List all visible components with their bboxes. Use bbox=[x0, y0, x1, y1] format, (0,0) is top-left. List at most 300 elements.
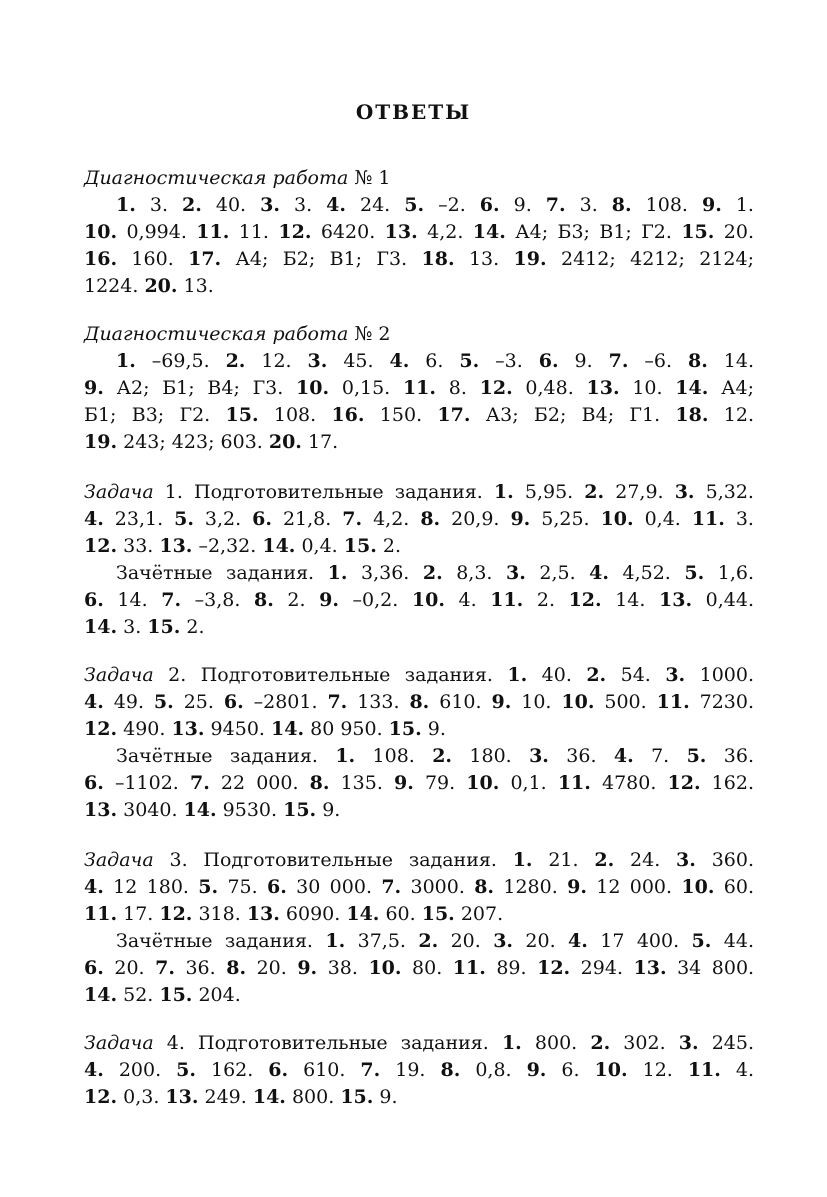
answer-text: 49. bbox=[103, 691, 154, 713]
answer-text: 0,15. bbox=[329, 377, 403, 399]
answer-number: 2. bbox=[432, 745, 453, 767]
answer-text: 243; 423; 603. bbox=[117, 431, 269, 453]
text-line bbox=[84, 716, 754, 743]
answer-number: 1. bbox=[507, 664, 528, 686]
answer-text: 3. Подготовительные задания. bbox=[153, 849, 513, 871]
section-heading: Диагностическая работа bbox=[84, 167, 349, 189]
answer-number: 17. bbox=[188, 248, 222, 270]
text-line bbox=[84, 874, 754, 901]
text-line bbox=[84, 901, 754, 928]
answer-text: 3. bbox=[279, 194, 327, 216]
answer-number: 14. bbox=[675, 377, 709, 399]
answer-text: 20,9. bbox=[440, 508, 511, 530]
answer-number: 3. bbox=[493, 930, 514, 952]
answer-number: 13. bbox=[633, 957, 667, 979]
answer-text: 36. bbox=[706, 745, 754, 767]
answer-number: 1. bbox=[116, 350, 136, 372]
answer-text: 0,1. bbox=[499, 772, 558, 794]
answer-number: 11. bbox=[557, 772, 591, 794]
answer-number: 7. bbox=[327, 691, 348, 713]
answer-number: 14. bbox=[262, 535, 296, 557]
answer-text: 7230. bbox=[689, 691, 755, 713]
answer-number: 9. bbox=[394, 772, 414, 794]
answer-text: –2,32. bbox=[192, 535, 263, 557]
answer-text: 12. bbox=[245, 350, 308, 372]
answer-text: 33. bbox=[117, 535, 160, 557]
answer-number: 11. bbox=[691, 508, 725, 530]
answer-text: –3,8. bbox=[181, 589, 254, 611]
answer-number: 13. bbox=[246, 903, 280, 925]
answer-number: 13. bbox=[659, 589, 693, 611]
answer-number: 2. bbox=[590, 1032, 611, 1054]
text-line bbox=[84, 847, 754, 874]
answer-number: 6. bbox=[252, 508, 272, 530]
answer-text: 160. bbox=[117, 248, 189, 270]
answer-text: 24. bbox=[345, 194, 405, 216]
answer-number: 7. bbox=[360, 1059, 381, 1081]
answer-text: 108. bbox=[258, 404, 332, 426]
answer-text: 162. bbox=[700, 772, 754, 794]
answer-text: 360. bbox=[695, 849, 754, 871]
answer-number: 8. bbox=[440, 1059, 461, 1081]
answer-text: 0,44. bbox=[692, 589, 754, 611]
answer-text: 8. bbox=[436, 377, 480, 399]
answer-text: 207. bbox=[454, 903, 504, 925]
answer-text: 1280. bbox=[494, 876, 568, 898]
answer-number: 11. bbox=[402, 377, 436, 399]
text-line bbox=[84, 614, 754, 641]
answer-text: 52. bbox=[117, 984, 160, 1006]
answer-number: 9. bbox=[84, 377, 104, 399]
text-line bbox=[84, 402, 754, 429]
answer-number: 10. bbox=[594, 1059, 628, 1081]
answer-text: 10. bbox=[511, 691, 562, 713]
answer-text: 45. bbox=[327, 350, 390, 372]
answer-number: 12. bbox=[84, 1086, 118, 1108]
answer-number: 2. bbox=[418, 930, 439, 952]
answer-number: 14. bbox=[271, 718, 305, 740]
answer-text: 0,48. bbox=[512, 377, 587, 399]
answer-text: 20. bbox=[714, 221, 754, 243]
answer-text: 21. bbox=[532, 849, 595, 871]
answer-number: 8. bbox=[253, 589, 274, 611]
answer-text: 3040. bbox=[117, 799, 184, 821]
answer-text: 9. bbox=[373, 1086, 398, 1108]
answer-text: 2. bbox=[273, 589, 320, 611]
answer-number: 3. bbox=[676, 849, 696, 871]
text-line bbox=[84, 321, 754, 348]
answer-number: 9. bbox=[319, 589, 339, 611]
answer-text: –2. bbox=[424, 194, 480, 216]
answer-number: 9. bbox=[526, 1059, 547, 1081]
answer-number: 7. bbox=[155, 957, 175, 979]
answer-text: 13. bbox=[454, 248, 514, 270]
answer-number: 18. bbox=[421, 248, 455, 270]
answer-text: 27,9. bbox=[604, 481, 675, 503]
text-line bbox=[84, 587, 754, 614]
text-line bbox=[84, 375, 754, 402]
answer-number: 4. bbox=[389, 350, 410, 372]
answer-text: 162. bbox=[195, 1059, 269, 1081]
text-line bbox=[84, 506, 754, 533]
answer-text: 6. bbox=[409, 350, 460, 372]
answer-number: 12. bbox=[278, 221, 312, 243]
answer-number: 4. bbox=[589, 562, 609, 584]
answer-number: 6. bbox=[84, 589, 104, 611]
answer-number: 9. bbox=[510, 508, 531, 530]
answer-text: 24. bbox=[614, 849, 677, 871]
text-line bbox=[84, 770, 754, 797]
text-line bbox=[84, 797, 754, 824]
answer-number: 1. bbox=[325, 930, 346, 952]
answer-number: 11. bbox=[84, 903, 118, 925]
answer-text: –3. bbox=[479, 350, 539, 372]
answer-number: 7. bbox=[189, 772, 210, 794]
answer-number: 2. bbox=[182, 194, 202, 216]
answer-text: 2. bbox=[523, 589, 569, 611]
answer-number: 8. bbox=[226, 957, 247, 979]
answer-text: –0,2. bbox=[338, 589, 412, 611]
answer-number: 8. bbox=[687, 350, 708, 372]
text-line bbox=[84, 219, 754, 246]
answer-text: 60. bbox=[379, 903, 422, 925]
answer-text: Зачётные задания. bbox=[116, 930, 326, 952]
answer-text: 12 000. bbox=[586, 876, 682, 898]
answer-number: 14. bbox=[346, 903, 380, 925]
answer-number: 10. bbox=[466, 772, 500, 794]
section-heading: Задача bbox=[84, 481, 154, 503]
answer-number: 10. bbox=[411, 589, 445, 611]
answer-number: 15. bbox=[225, 404, 259, 426]
answer-number: 10. bbox=[296, 377, 330, 399]
answer-text: 0,3. bbox=[117, 1086, 166, 1108]
answer-text: 610. bbox=[429, 691, 492, 713]
answer-number: 13. bbox=[84, 799, 118, 821]
answer-text: 6420. bbox=[311, 221, 385, 243]
answer-number: 13. bbox=[165, 1086, 199, 1108]
answer-number: 6. bbox=[267, 876, 287, 898]
answer-number: 6. bbox=[84, 772, 104, 794]
answer-text: 12. bbox=[627, 1059, 688, 1081]
answer-text: 4. bbox=[720, 1059, 755, 1081]
answer-text: –6. bbox=[628, 350, 688, 372]
answer-text: 500. bbox=[594, 691, 657, 713]
answer-text: 17 400. bbox=[587, 930, 692, 952]
answer-number: 2. bbox=[586, 664, 607, 686]
answer-number: 10. bbox=[561, 691, 595, 713]
answer-number: 12. bbox=[84, 718, 118, 740]
text-line bbox=[84, 689, 754, 716]
answer-number: 4. bbox=[84, 876, 104, 898]
answer-number: 13. bbox=[171, 718, 205, 740]
answer-text: 0,994. bbox=[117, 221, 197, 243]
text-line bbox=[84, 1030, 754, 1057]
answer-text: 12 180. bbox=[103, 876, 199, 898]
answer-number: 5. bbox=[459, 350, 480, 372]
answer-number: 2. bbox=[422, 562, 443, 584]
section-heading: Задача bbox=[84, 849, 154, 871]
answer-text: 610. bbox=[288, 1059, 361, 1081]
answer-number: 4. bbox=[326, 194, 346, 216]
answer-number: 19. bbox=[513, 248, 547, 270]
answer-text: 4,2. bbox=[417, 221, 473, 243]
answer-text: 3. bbox=[565, 194, 612, 216]
answer-text: 20. bbox=[246, 957, 298, 979]
answer-text: 133. bbox=[347, 691, 410, 713]
answer-text: –2801. bbox=[243, 691, 328, 713]
answer-number: 6. bbox=[84, 957, 104, 979]
answer-text: 89. bbox=[485, 957, 538, 979]
answer-number: 7. bbox=[381, 876, 402, 898]
answer-text: 6. bbox=[546, 1059, 595, 1081]
answer-number: 4. bbox=[84, 1059, 104, 1081]
answer-number: 7. bbox=[608, 350, 629, 372]
answer-text: А4; Б3; В1; Г2. bbox=[505, 221, 682, 243]
answer-number: 1. bbox=[493, 481, 514, 503]
answer-text: 180. bbox=[452, 745, 530, 767]
text-line bbox=[84, 662, 754, 689]
answer-text: 800. bbox=[285, 1086, 341, 1108]
answer-number: 13. bbox=[159, 535, 193, 557]
answer-text: 80 950. bbox=[304, 718, 389, 740]
answer-number: 3. bbox=[678, 1032, 699, 1054]
answer-number: 1. bbox=[501, 1032, 522, 1054]
answer-text: 302. bbox=[610, 1032, 679, 1054]
answer-number: 5. bbox=[686, 745, 707, 767]
answer-text: 25. bbox=[173, 691, 224, 713]
answer-text: 9450. bbox=[204, 718, 271, 740]
answer-text: А4; Б2; В1; Г3. bbox=[221, 248, 422, 270]
answer-number: 3. bbox=[307, 350, 328, 372]
answer-number: 18. bbox=[675, 404, 709, 426]
answer-text: 245. bbox=[698, 1032, 754, 1054]
answer-number: 11. bbox=[452, 957, 486, 979]
answer-number: 10. bbox=[681, 876, 715, 898]
answer-text: 4. Подготовительные задания. bbox=[153, 1032, 502, 1054]
answer-number: 14. bbox=[84, 984, 118, 1006]
answer-number: 1. bbox=[335, 745, 356, 767]
answer-text: 80. bbox=[401, 957, 453, 979]
answer-text: 9. bbox=[421, 718, 446, 740]
answer-number: 4. bbox=[613, 745, 634, 767]
answer-text: 14. bbox=[707, 350, 754, 372]
answer-text: 4,2. bbox=[362, 508, 421, 530]
answer-number: 15. bbox=[159, 984, 193, 1006]
answer-text: 60. bbox=[714, 876, 754, 898]
answer-number: 20. bbox=[268, 431, 302, 453]
answer-text: 0,4. bbox=[295, 535, 344, 557]
answer-text: 79. bbox=[413, 772, 467, 794]
answer-number: 2. bbox=[584, 481, 605, 503]
answer-text: 11. bbox=[229, 221, 279, 243]
answer-text: 4780. bbox=[590, 772, 668, 794]
answer-number: 3. bbox=[665, 664, 686, 686]
answer-text: 318. bbox=[192, 903, 247, 925]
answer-number: 14. bbox=[252, 1086, 286, 1108]
text-line bbox=[84, 533, 754, 560]
answer-number: 12. bbox=[537, 957, 571, 979]
answer-text: 1000. bbox=[685, 664, 755, 686]
answer-number: 9. bbox=[701, 194, 722, 216]
answer-text: 1. bbox=[721, 194, 754, 216]
answer-text: 1. Подготовительные задания. bbox=[153, 481, 494, 503]
answer-number: 5. bbox=[684, 562, 705, 584]
answer-text: 14. bbox=[601, 589, 659, 611]
answer-text: –69,5. bbox=[135, 350, 226, 372]
answer-text: 200. bbox=[103, 1059, 177, 1081]
answer-text: А2; Б1; В4; Г3. bbox=[103, 377, 297, 399]
answer-number: 10. bbox=[368, 957, 402, 979]
text-line bbox=[84, 982, 754, 1009]
answer-text: 40. bbox=[201, 194, 261, 216]
answer-text: –1102. bbox=[103, 772, 190, 794]
answer-number: 6. bbox=[223, 691, 244, 713]
answer-text: Зачётные задания. bbox=[116, 562, 328, 584]
text-line bbox=[84, 429, 754, 456]
answer-number: 2. bbox=[225, 350, 246, 372]
answer-text: 37,5. bbox=[345, 930, 419, 952]
section-heading: Диагностическая работа bbox=[84, 323, 349, 345]
answer-text: 800. bbox=[521, 1032, 591, 1054]
answer-text: 38. bbox=[317, 957, 369, 979]
answer-number: 12. bbox=[568, 589, 602, 611]
answer-number: 10. bbox=[600, 508, 634, 530]
answer-number: 16. bbox=[84, 248, 118, 270]
answer-text: 4. bbox=[444, 589, 491, 611]
answer-text: № 1 bbox=[348, 167, 391, 189]
text-line bbox=[84, 273, 754, 300]
answer-text: 108. bbox=[355, 745, 433, 767]
answer-number: 1. bbox=[327, 562, 348, 584]
answer-text: 490. bbox=[117, 718, 172, 740]
answer-number: 12. bbox=[667, 772, 701, 794]
answer-text: 5,32. bbox=[694, 481, 754, 503]
answer-number: 5. bbox=[691, 930, 712, 952]
answer-text: 9. bbox=[558, 350, 609, 372]
answer-text: А4; bbox=[708, 377, 754, 399]
answer-number: 5. bbox=[174, 508, 194, 530]
answer-number: 6. bbox=[268, 1059, 289, 1081]
answer-text: 2. bbox=[376, 535, 401, 557]
answer-text: 9. bbox=[499, 194, 546, 216]
answer-text: 54. bbox=[606, 664, 666, 686]
answer-text: 13. bbox=[177, 275, 214, 297]
answer-text: 1,6. bbox=[704, 562, 754, 584]
answer-text: 22 000. bbox=[209, 772, 310, 794]
answer-text: Б1; В3; Г2. bbox=[84, 404, 226, 426]
answer-text: 23,1. bbox=[103, 508, 175, 530]
text-line bbox=[84, 743, 754, 770]
answer-text: 7. bbox=[633, 745, 687, 767]
answer-text: 135. bbox=[329, 772, 394, 794]
answer-number: 6. bbox=[479, 194, 500, 216]
answer-text: 9530. bbox=[216, 799, 284, 821]
answer-number: 14. bbox=[472, 221, 506, 243]
answer-number: 10. bbox=[84, 221, 118, 243]
answer-text: 5,25. bbox=[530, 508, 601, 530]
answer-text: 12. bbox=[708, 404, 754, 426]
answer-text: 75. bbox=[218, 876, 268, 898]
page-title: ОТВЕТЫ bbox=[355, 100, 472, 124]
answer-number: 1. bbox=[116, 194, 136, 216]
answer-number: 15. bbox=[343, 535, 377, 557]
text-line bbox=[84, 955, 754, 982]
answer-number: 17. bbox=[437, 404, 471, 426]
answer-text: Зачётные задания. bbox=[116, 745, 336, 767]
text-line bbox=[84, 348, 754, 375]
text-line bbox=[84, 1084, 754, 1111]
answer-text: 2,5. bbox=[525, 562, 590, 584]
answer-text: 204. bbox=[192, 984, 241, 1006]
text-line bbox=[84, 246, 754, 273]
answer-number: 8. bbox=[309, 772, 330, 794]
answer-number: 11. bbox=[490, 589, 524, 611]
answer-number: 15. bbox=[421, 903, 455, 925]
answer-number: 11. bbox=[687, 1059, 721, 1081]
answer-text: 3,36. bbox=[347, 562, 423, 584]
answer-text: 6090. bbox=[279, 903, 347, 925]
answer-number: 3. bbox=[529, 745, 549, 767]
answer-text: 36. bbox=[174, 957, 227, 979]
answer-text: 17. bbox=[301, 431, 339, 453]
answer-number: 13. bbox=[586, 377, 620, 399]
answer-number: 15. bbox=[388, 718, 422, 740]
answer-text: 20. bbox=[513, 930, 569, 952]
answer-text: 249. bbox=[198, 1086, 253, 1108]
answer-number: 2. bbox=[594, 849, 615, 871]
answer-number: 12. bbox=[84, 535, 118, 557]
answer-number: 9. bbox=[297, 957, 318, 979]
answer-number: 1. bbox=[512, 849, 533, 871]
answer-number: 11. bbox=[196, 221, 230, 243]
section-heading: Задача bbox=[84, 664, 154, 686]
answer-number: 15. bbox=[147, 616, 181, 638]
answer-number: 3. bbox=[506, 562, 526, 584]
answer-text: 10. bbox=[619, 377, 676, 399]
answer-number: 16. bbox=[331, 404, 365, 426]
answer-number: 8. bbox=[611, 194, 632, 216]
answer-text: 17. bbox=[117, 903, 160, 925]
answer-number: 6. bbox=[538, 350, 559, 372]
answer-number: 8. bbox=[474, 876, 495, 898]
answer-number: 15. bbox=[681, 221, 715, 243]
answer-number: 5. bbox=[404, 194, 425, 216]
answer-number: 19. bbox=[84, 431, 118, 453]
answer-number: 5. bbox=[176, 1059, 196, 1081]
answer-number: 7. bbox=[342, 508, 363, 530]
answer-text: 294. bbox=[570, 957, 634, 979]
answer-number: 5. bbox=[198, 876, 219, 898]
answer-text: 40. bbox=[527, 664, 587, 686]
answer-text: 2412; 4212; 2124; bbox=[546, 248, 754, 270]
answer-text: 3,2. bbox=[193, 508, 253, 530]
answer-number: 3. bbox=[260, 194, 280, 216]
answer-number: 9. bbox=[567, 876, 587, 898]
answer-number: 13. bbox=[384, 221, 418, 243]
answer-number: 14. bbox=[183, 799, 217, 821]
answer-text: 0,8. bbox=[460, 1059, 527, 1081]
answer-number: 8. bbox=[409, 691, 430, 713]
answer-text: 30 000. bbox=[286, 876, 382, 898]
answer-number: 5. bbox=[153, 691, 174, 713]
answer-text: 14. bbox=[103, 589, 162, 611]
answer-number: 20. bbox=[144, 275, 178, 297]
answer-number: 14. bbox=[84, 616, 118, 638]
answer-text: 108. bbox=[631, 194, 702, 216]
text-line bbox=[84, 192, 754, 219]
answer-text: 20. bbox=[103, 957, 156, 979]
answer-number: 12. bbox=[479, 377, 513, 399]
